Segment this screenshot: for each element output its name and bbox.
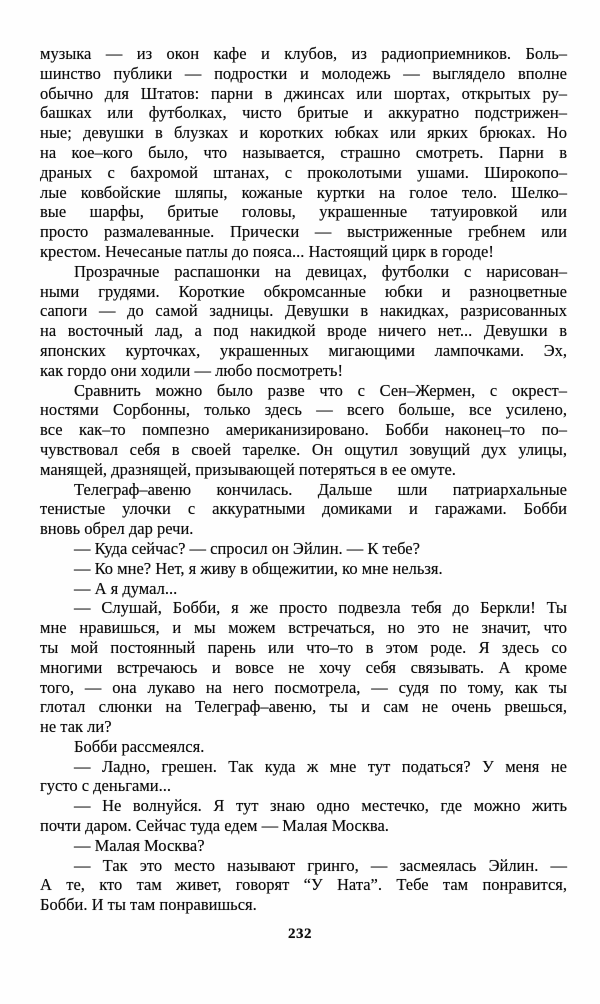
text-line: обычно для Штатов: парни в джинсах или шортах, открытых ру– — [40, 83, 567, 103]
text-line: Бобби рассмеялся. — [74, 736, 205, 756]
text-line: — Не волнуйся. Я тут знаю одно местечко, где можно жить — [74, 796, 567, 816]
text-line: сапоги — до самой задницы. Девушки в накидках, разрисованных — [40, 301, 567, 321]
text-line: Сравнить можно было разве что с Сен–Жермен, с окрест– — [74, 380, 567, 400]
paragraph — [40, 381, 567, 480]
text-line: манящей, дразнящей, призывающей потеряться в ее омуте. — [40, 459, 456, 479]
text-line: — Малая Москва? — [74, 835, 205, 855]
text-block — [40, 44, 567, 915]
text-line: драных с бахромой штанах, с проколотыми ушами. Широкопо– — [40, 162, 567, 182]
text-line: — А я думал... — [74, 578, 178, 598]
text-line: на восточный лад, а под накидкой вроде ничего нет... Девушки в — [40, 321, 567, 341]
text-line: крестом. Нечесаные патлы до пояса... Настоящий цирк в городе! — [40, 241, 494, 261]
text-line: мне нравишься, и мы можем встречаться, но это не значит, что — [40, 618, 567, 638]
text-line: на кое–кого было, что называется, страшно смотреть. Парни в — [40, 142, 567, 162]
text-line: того, — она лукаво на него посмотрела, — судя по тому, как ты — [40, 677, 567, 697]
text-line: как гордо они ходили — любо посмотреть! — [40, 360, 343, 380]
text-line: вые шарфы, бритые головы, украшенные татуировкой или — [40, 202, 567, 222]
text-line: ными грудями. Короткие обкромсанные юбки и разноцветные — [40, 281, 567, 301]
text-line: — Слушай, Бобби, я же просто подвезла тебя до Беркли! Ты — [74, 598, 567, 618]
paragraph — [40, 796, 567, 836]
text-line: Бобби. И ты там понравишься. — [40, 895, 257, 915]
text-line: — Ко мне? Нет, я живу в общежитии, ко мне нельзя. — [74, 558, 443, 578]
paragraph — [40, 579, 567, 599]
text-line: все как–то помпезно американизировано. Бобби наконец–то по– — [40, 420, 567, 440]
text-line: Телеграф–авеню кончилась. Дальше шли патриархальные — [74, 479, 567, 499]
text-line: — Ладно, грешен. Так куда ж мне тут податься? У меня не — [74, 756, 567, 776]
paragraph — [40, 44, 567, 262]
paragraph — [40, 856, 567, 915]
text-line: музыка — из окон кафе и клубов, из радиоприемников. Боль– — [40, 44, 567, 63]
text-line: А те, кто там живет, говорят “У Ната”. Тебе там понравится, — [40, 875, 567, 895]
page-number: 232 — [288, 926, 312, 942]
text-line: густо с деньгами... — [40, 776, 171, 796]
text-line: — Так это место называют гринго, — засмеялась Эйлин. — — [74, 855, 567, 875]
text-line: чувствовал себя в своей тарелке. Он ощутил зовущий дух улицы, — [40, 439, 567, 459]
text-line: просто размалеванные. Прически — выстриженные гребнем или — [40, 222, 567, 242]
paragraph — [40, 559, 567, 579]
paragraph — [40, 598, 567, 737]
text-line: ностями Сорбонны, только здесь — всего больше, все усилено, — [40, 400, 567, 420]
text-line: тенистые улочки с аккуратными домиками и гаражами. Бобби — [40, 499, 567, 519]
text-line: ты мой постоянный парень или что–то в этом роде. Я здесь со — [40, 637, 567, 657]
text-line: почти даром. Сейчас туда едем — Малая Москва. — [40, 816, 389, 836]
paragraph — [40, 539, 567, 559]
text-line: вновь обрел дар речи. — [40, 519, 194, 539]
paragraph — [40, 836, 567, 856]
text-line: не так ли? — [40, 717, 112, 737]
text-line: лые ковбойские шляпы, кожаные куртки на голое тело. Шелко– — [40, 182, 567, 202]
text-line: Прозрачные распашонки на девицах, футболки с нарисован– — [74, 261, 567, 281]
paragraph — [40, 262, 567, 381]
text-line: глотал слюнки на Телеграф–авеню, ты и сам не очень рвешься, — [40, 697, 567, 717]
paragraph — [40, 480, 567, 539]
text-line: башках или футболках, чисто бритые и аккуратно подстрижен– — [40, 103, 567, 123]
text-line: ные; девушки в блузках и коротких юбках или ярких брюках. Но — [40, 123, 567, 143]
text-line: многими встречаюсь и вовсе не хочу себя связывать. А кроме — [40, 657, 567, 677]
text-line: японских курточках, украшенных мигающими лампочками. Эх, — [40, 340, 567, 360]
paragraph — [40, 757, 567, 797]
paragraph — [40, 737, 567, 757]
text-line: шинство публики — подростки и молодежь — выглядело вполне — [40, 63, 567, 83]
text-line: — Куда сейчас? — спросил он Эйлин. — К тебе? — [74, 538, 420, 558]
